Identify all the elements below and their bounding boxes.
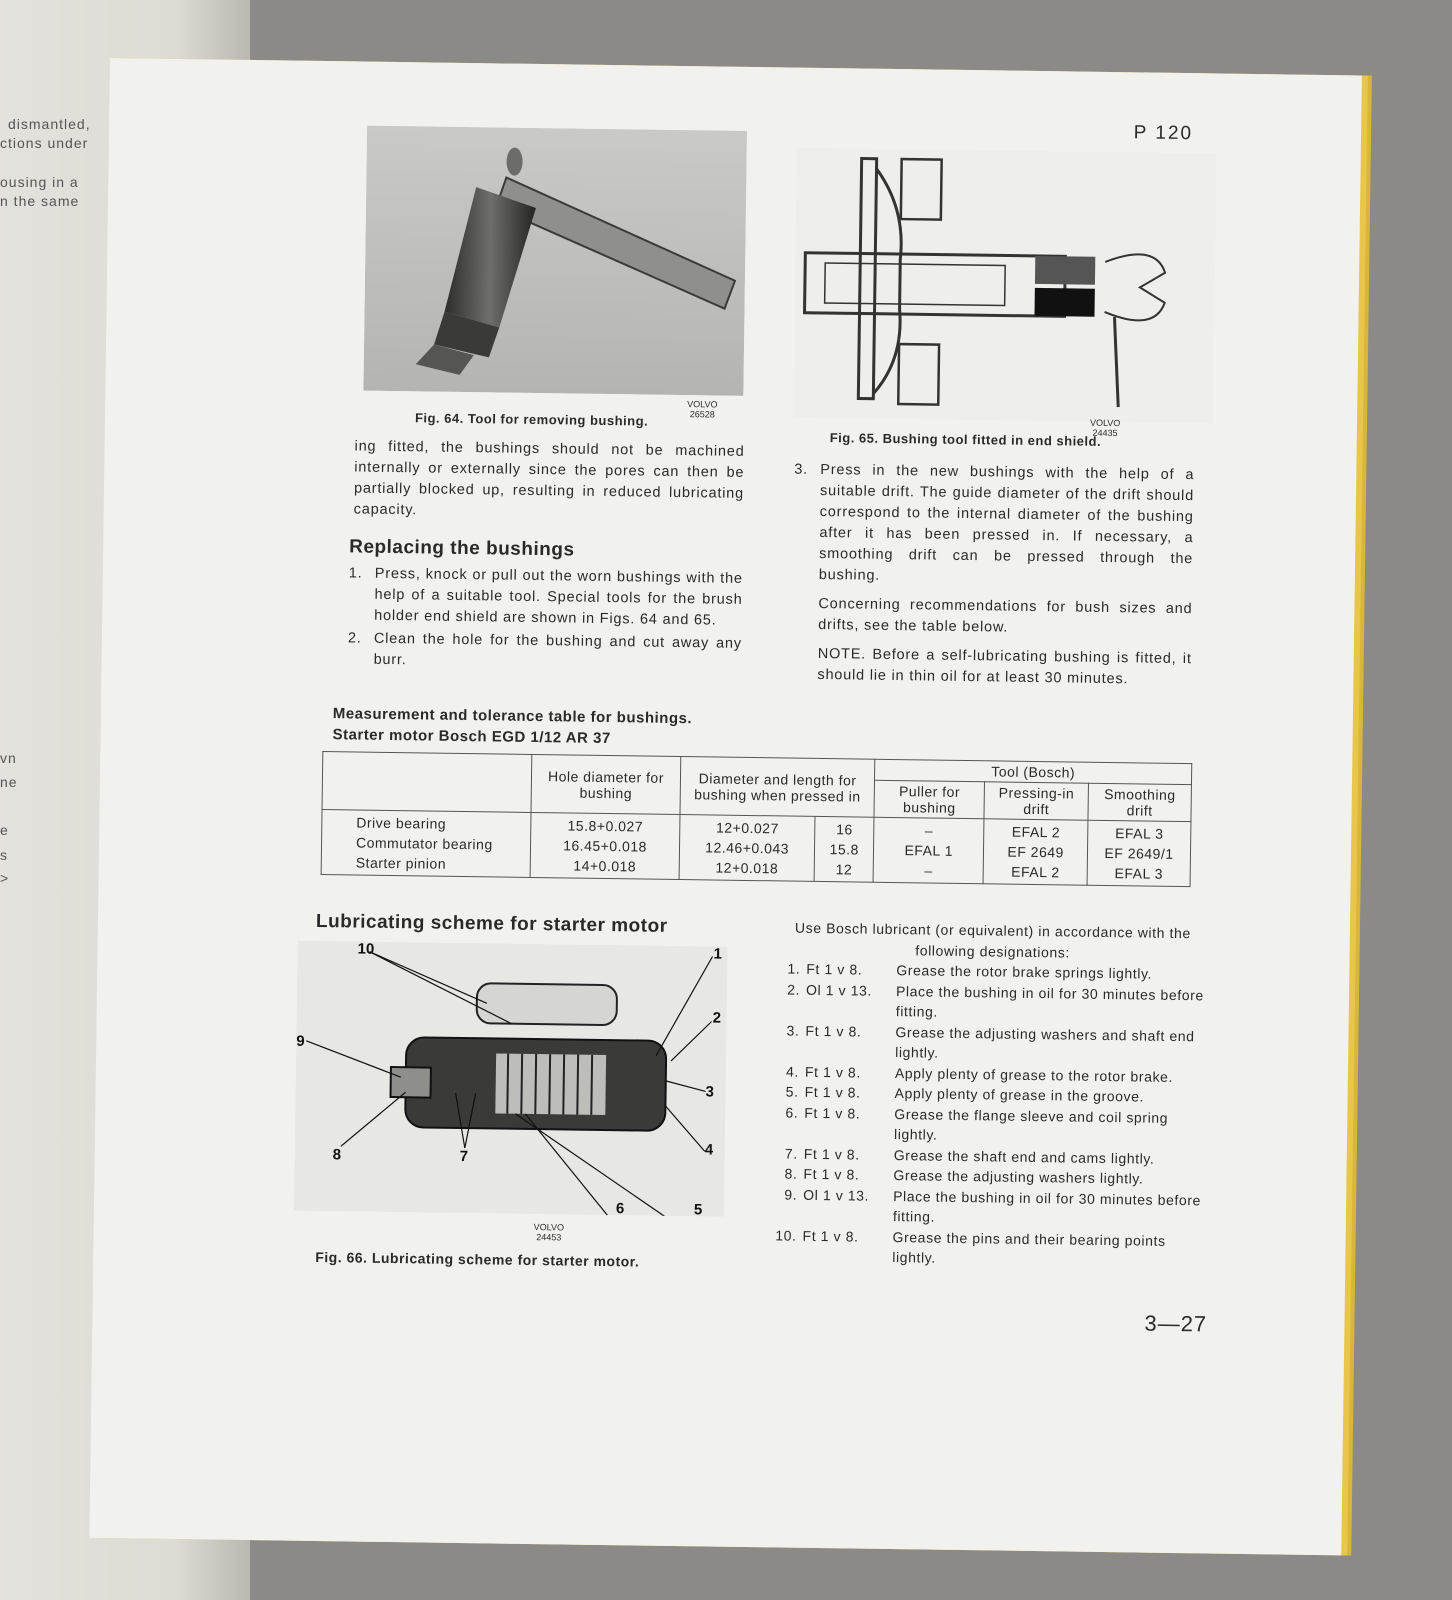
fig-64-stamp: VOLVO 26528 xyxy=(687,399,718,420)
table-header xyxy=(322,752,532,813)
table-header: Smoothing drift xyxy=(1088,783,1191,821)
callout-label: 1 xyxy=(713,945,723,963)
list-item: 6. Ft 1 v 8. Grease the flange sleeve and coil spring lightly. xyxy=(785,1104,1169,1143)
callout-label: 4 xyxy=(704,1141,714,1159)
table-header: Puller for bushing xyxy=(874,780,985,819)
list-item: 2. Clean the hole for the bushing and cut away any burr. xyxy=(347,630,742,669)
list-item: 10. Ft 1 v 8. Grease the pins and their bearing points lightly. xyxy=(775,1226,1166,1266)
fig-66-caption: Fig. 66. Lubricating scheme for starter motor. xyxy=(315,1248,640,1270)
table-header: Tool (Bosch) xyxy=(875,759,1192,784)
list-item: 9. Ol 1 v 13. Place the bushing in oil for 30 minutes before fitting. xyxy=(784,1186,1202,1225)
note-paragraph: NOTE. Before a self-lubricating bushing is fitted, it should lie in thin oil for at least 30 minutes. xyxy=(817,645,1192,688)
callout-label: 7 xyxy=(459,1147,469,1166)
fig-65-drawing xyxy=(793,148,1217,424)
callout-label: 6 xyxy=(615,1200,625,1217)
left-fragment: ctions under xyxy=(0,135,89,151)
lubrication-list xyxy=(768,917,1213,1272)
table-header: Pressing-in drift xyxy=(984,782,1088,820)
right-column-text xyxy=(791,460,1194,700)
concerning-paragraph: Concerning recommendations for bush sizes and drifts, see the table below. xyxy=(818,595,1193,636)
callout-label: 3 xyxy=(705,1083,715,1101)
manual-page xyxy=(89,58,1362,1555)
list-item: 3. Ft 1 v 8. Grease the adjusting washers and shaft end lightly. xyxy=(786,1022,1195,1061)
lubrication-heading: Lubricating scheme for starter motor xyxy=(315,910,668,937)
list-item: 5. Ft 1 v 8. Apply plenty of grease in the groove. xyxy=(785,1083,1145,1105)
fig-65-caption: Fig. 65. Bushing tool fitted in end shield. xyxy=(829,430,1102,449)
fig-65-stamp: VOLVO 24435 xyxy=(1089,417,1121,439)
list-item: 8. Ft 1 v 8. Grease the adjusting washers lightly. xyxy=(784,1165,1144,1187)
table-row: Drive bearing Commutator bearing Starter pinion 15.8+0.027 16.45+0.018 14+0.018 12+0.027 12.46+0.043 12+0.018 16 15.8 12 – EFAL 1 – EFAL 2 EF 2649 EFAL 2 EFAL 3 EF 2649/1 EFAL 3 xyxy=(321,810,1191,887)
intro-paragraph: ing fitted, the bushings should not be machined internally or externally since the pores can then be partially blocked up, resulting in reduced lubricating capacity. xyxy=(353,438,745,519)
steps-list xyxy=(347,563,742,677)
section-heading: Replacing the bushings xyxy=(349,536,575,561)
left-fragment: s xyxy=(0,847,8,863)
list-item: 1. Press, knock or pull out the worn bushings with the help of a suitable tool. Special tools for the brush holder end shield are shown in Figs. 64 and 65. xyxy=(348,565,743,629)
fig-64-caption: Fig. 64. Tool for removing bushing. xyxy=(414,410,649,429)
fig-64-photo xyxy=(363,126,747,396)
list-item: 2. Ol 1 v 13. Place the bushing in oil for 30 minutes before fitting. xyxy=(787,981,1204,1020)
left-fragment: > xyxy=(0,870,10,886)
list-item: 3. Press in the new bushings with the help of a suitable drift. The guide diameter of the drift should correspond to the internal diameter of the bushing after it has been pressed in. If necessary, a smoothing drift can be pressed through the bushing. xyxy=(794,461,1195,584)
callout-label: 9 xyxy=(296,1032,305,1050)
left-fragment: n the same xyxy=(0,193,80,209)
left-fragment: dismantled, xyxy=(8,116,91,132)
list-item: 7. Ft 1 v 8. Grease the shaft end and cams lightly. xyxy=(784,1145,1155,1167)
page-reference: P 120 xyxy=(1133,122,1194,145)
left-fragment: vn xyxy=(0,750,17,766)
callout-label: 8 xyxy=(332,1146,342,1164)
list-item: 4. Ft 1 v 8. Apply plenty of grease to the rotor brake. xyxy=(785,1063,1174,1085)
lubrication-intro: Use Bosch lubricant (or equivalent) in accordance with the following designations: xyxy=(794,919,1191,960)
left-fragment: ousing in a xyxy=(0,174,79,190)
left-fragment: ne xyxy=(0,774,18,790)
fig-66-diagram xyxy=(294,941,728,1217)
table-title: Measurement and tolerance table for bushings. Starter motor Bosch EGD 1/12 AR 37 xyxy=(332,705,693,748)
fig-66-stamp: VOLVO 24453 xyxy=(533,1222,565,1243)
table-header: Diameter and length for bushing when pressed in xyxy=(680,757,875,818)
table-header: Hole diameter for bushing xyxy=(531,754,681,814)
callout-label: 5 xyxy=(693,1201,703,1217)
callout-label: 2 xyxy=(712,1009,722,1027)
list-item: 1. Ft 1 v 8. Grease the rotor brake springs lightly. xyxy=(787,960,1153,982)
page-number: 3—27 xyxy=(1144,1310,1208,1337)
left-fragment: e xyxy=(0,822,9,838)
callout-label: 10 xyxy=(357,940,375,958)
measurement-table xyxy=(321,751,1193,887)
